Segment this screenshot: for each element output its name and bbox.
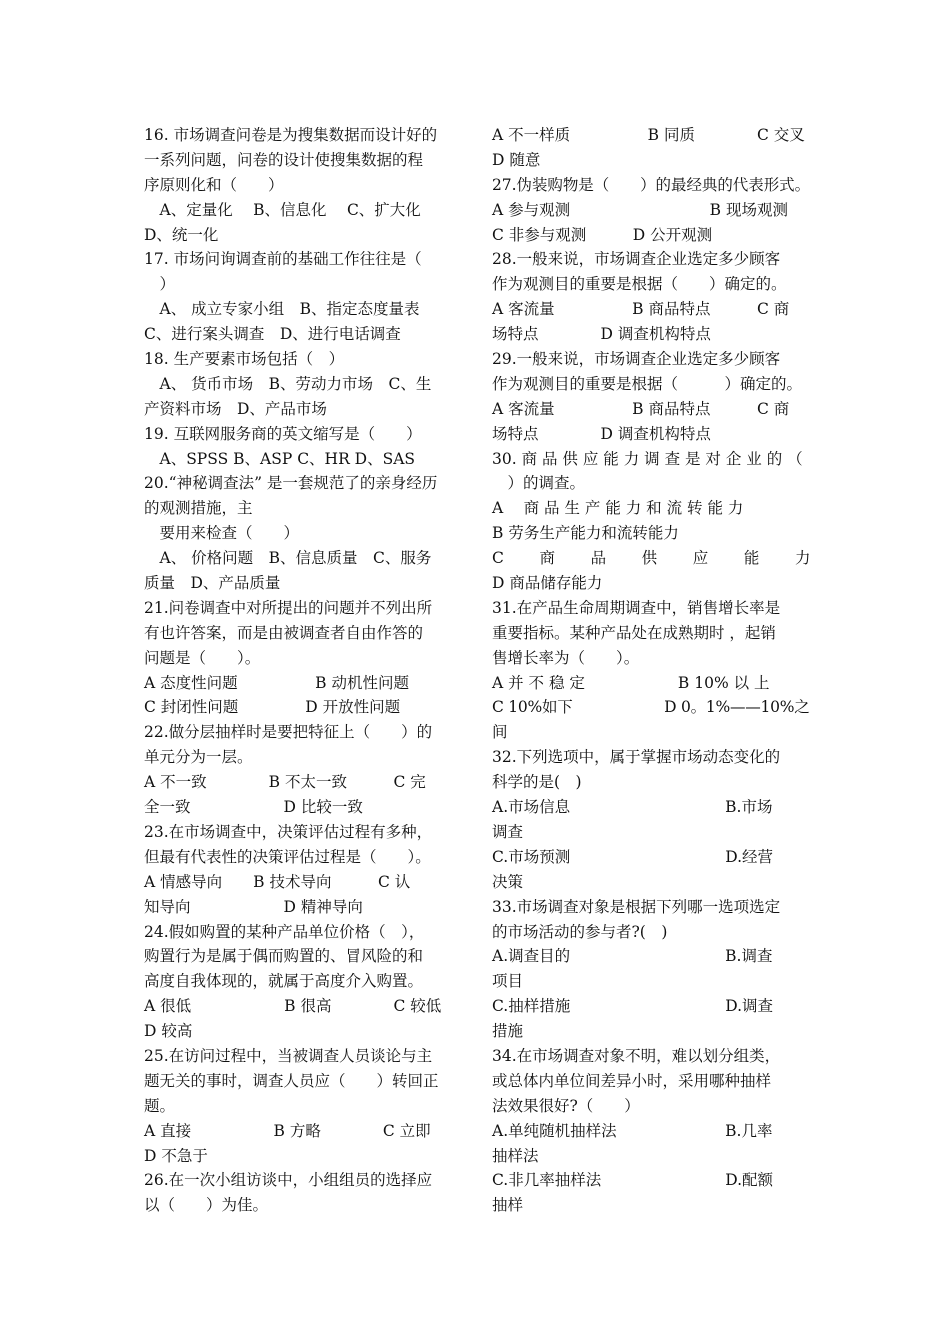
right-text-column bbox=[492, 123, 811, 1218]
text-line: 措施 bbox=[492, 1022, 524, 1041]
text-line: A、SPSS B、ASP C、HR D、SAS bbox=[144, 449, 416, 468]
text-line: 或总体内单位间差异小时，采用哪种抽样 bbox=[492, 1071, 772, 1090]
text-line: A、 价格问题 B、信息质量 C、服务 bbox=[144, 549, 432, 568]
text-line: A 客流量 B 商品特点 C 商 bbox=[492, 300, 790, 319]
text-line: 质量 D、产品质量 bbox=[144, 574, 281, 593]
text-line: 要用来检查（ ） bbox=[144, 524, 300, 543]
text-line: 28.一般来说，市场调查企业选定多少顾客 bbox=[492, 250, 781, 269]
text-line: 售增长率为（ ）。 bbox=[492, 648, 640, 667]
text-line: ） bbox=[144, 275, 176, 294]
text-line: A.调查目的 B.调查 bbox=[492, 947, 773, 966]
text-line: 27.伪装购物是（ ）的最经典的代表形式。 bbox=[492, 175, 811, 194]
text-line: A 参与观测 B 现场观测 bbox=[492, 200, 788, 219]
text-line: A.单纯随机抽样法 B.几率 bbox=[492, 1121, 773, 1140]
text-line: A 很低 B 很高 C 较低 bbox=[144, 997, 442, 1016]
text-line: 全一致 D 比较一致 bbox=[144, 798, 363, 817]
text-line: 决策 bbox=[492, 872, 524, 891]
text-line: D、统一化 bbox=[144, 225, 219, 244]
text-line: 抽样 bbox=[492, 1196, 524, 1215]
text-line: 场特点 D 调查机构特点 bbox=[492, 325, 711, 344]
text-line: 29.一般来说，市场调查企业选定多少顾客 bbox=[492, 350, 781, 369]
text-line: 间 bbox=[492, 723, 508, 742]
text-line: 24.假如购置的某种产品单位价格（ ）， bbox=[144, 922, 425, 941]
text-line: 作为观测目的重要是根据（ ）确定的。 bbox=[492, 275, 787, 294]
text-line: A 客流量 B 商品特点 C 商 bbox=[492, 399, 790, 418]
text-line: A 并 不 稳 定 B 10% 以 上 bbox=[492, 673, 770, 692]
text-line: 有也许答案，而是由被调查者自由作答的 bbox=[144, 623, 424, 642]
text-line: 但最有代表性的决策评估过程是（ ）。 bbox=[144, 847, 431, 866]
text-line: A.市场信息 B.市场 bbox=[492, 798, 773, 817]
left-text-column bbox=[144, 123, 458, 1218]
text-line: 20.“神秘调查法” 是一套规范了的亲身经历 bbox=[144, 474, 438, 493]
text-line: A 态度性问题 B 动机性问题 bbox=[144, 673, 409, 692]
text-line: D 不急于 bbox=[144, 1146, 208, 1165]
text-line: C.非几率抽样法 D.配额 bbox=[492, 1171, 774, 1190]
text-line: C、进行案头调查 D、进行电话调查 bbox=[144, 325, 401, 344]
text-line: 问题是（ ）。 bbox=[144, 648, 261, 667]
text-line: 25.在访问过程中，当被调查人员谈论与主 bbox=[144, 1046, 433, 1065]
text-line: D 较高 bbox=[144, 1022, 193, 1041]
text-line: 23.在市场调查中，决策评估过程有多种， bbox=[144, 822, 433, 841]
text-line: A 情感导向 B 技术导向 C 认 bbox=[144, 872, 411, 891]
text-line: A、 成立专家小组 B、指定态度量表 bbox=[144, 300, 420, 319]
text-line: 调查 bbox=[492, 822, 524, 841]
text-line: A、 货币市场 B、劳动力市场 C、生 bbox=[144, 374, 432, 393]
text-line: C 10%如下 D 0。1%——10%之 bbox=[492, 698, 810, 717]
text-line: 31.在产品生命周期调查中，销售增长率是 bbox=[492, 598, 781, 617]
text-line: 法效果很好?（ ） bbox=[492, 1096, 640, 1115]
text-line: 26.在一次小组访谈中，小组组员的选择应 bbox=[144, 1171, 433, 1190]
text-line: 18. 生产要素市场包括（ ） bbox=[144, 350, 345, 369]
text-line: 科学的是( ) bbox=[492, 773, 582, 792]
text-line: 知导向 D 精神导向 bbox=[144, 897, 363, 916]
text-line: ）的调查。 bbox=[492, 474, 586, 493]
text-line: 一系列问题，问卷的设计使搜集数据的程 bbox=[144, 150, 424, 169]
text-line: A 直接 B 方略 C 立即 bbox=[144, 1121, 431, 1140]
text-line: 21.问卷调查中对所提出的问题并不列出所 bbox=[144, 598, 433, 617]
text-line: C.市场预测 D.经营 bbox=[492, 847, 774, 866]
text-line: 33.市场调查对象是根据下列哪一选项选定 bbox=[492, 897, 781, 916]
text-line: 的观测措施，主 bbox=[144, 499, 253, 518]
text-line: 题。 bbox=[144, 1096, 176, 1115]
text-line: 单元分为一层。 bbox=[144, 748, 253, 767]
text-line: 19. 互联网服务商的英文缩写是（ ） bbox=[144, 424, 422, 443]
text-line: 抽样法 bbox=[492, 1146, 539, 1165]
text-line: 17. 市场问询调查前的基础工作往往是（ bbox=[144, 250, 422, 269]
text-line: 题无关的事时，调查人员应（ ）转回正 bbox=[144, 1071, 439, 1090]
text-line: 以（ ）为佳。 bbox=[144, 1196, 269, 1215]
text-line: A 不一致 B 不太一致 C 完 bbox=[144, 773, 426, 792]
text-line: C 非参与观测 D 公开观测 bbox=[492, 225, 713, 244]
text-line: 34.在市场调查对象不明，难以划分组类， bbox=[492, 1046, 781, 1065]
text-line: D 随意 bbox=[492, 150, 541, 169]
text-line: 场特点 D 调查机构特点 bbox=[492, 424, 711, 443]
text-line: C 封闭性问题 D 开放性问题 bbox=[144, 698, 401, 717]
text-line: 30. 商 品 供 应 能 力 调 查 是 对 企 业 的 （ bbox=[492, 449, 803, 468]
text-line: 项目 bbox=[492, 972, 524, 991]
text-line: 22.做分层抽样时是要把特征上（ ）的 bbox=[144, 723, 433, 742]
text-line: 的市场活动的参与者?( ) bbox=[492, 922, 668, 941]
text-line: 高度自我体现的，就属于高度介入购置。 bbox=[144, 972, 424, 991]
text-line: D 商品储存能力 bbox=[492, 574, 603, 593]
text-line: C 商 品 供 应 能 力 bbox=[492, 549, 811, 568]
text-line: A 不一样质 B 同质 C 交叉 bbox=[492, 126, 805, 144]
text-line: C.抽样措施 D.调查 bbox=[492, 997, 774, 1016]
text-line: 序原则化和（ ） bbox=[144, 175, 284, 194]
text-line: A 商 品 生 产 能 力 和 流 转 能 力 bbox=[492, 499, 744, 518]
text-line: 重要指标。某种产品处在成熟期时 ，起销 bbox=[492, 623, 776, 642]
text-line: 购置行为是属于偶而购置的、冒风险的和 bbox=[144, 947, 424, 966]
text-line: A、定量化 B、信息化 C、扩大化 bbox=[144, 200, 421, 219]
text-line: 32.下列选项中，属于掌握市场动态变化的 bbox=[492, 748, 781, 767]
text-line: B 劳务生产能力和流转能力 bbox=[492, 524, 679, 543]
text-line: 作为观测目的重要是根据（ ）确定的。 bbox=[492, 374, 803, 393]
text-line: 产资料市场 D、产品市场 bbox=[144, 399, 327, 418]
text-line: 16. 市场调查问卷是为搜集数据而设计好的 bbox=[144, 126, 438, 144]
